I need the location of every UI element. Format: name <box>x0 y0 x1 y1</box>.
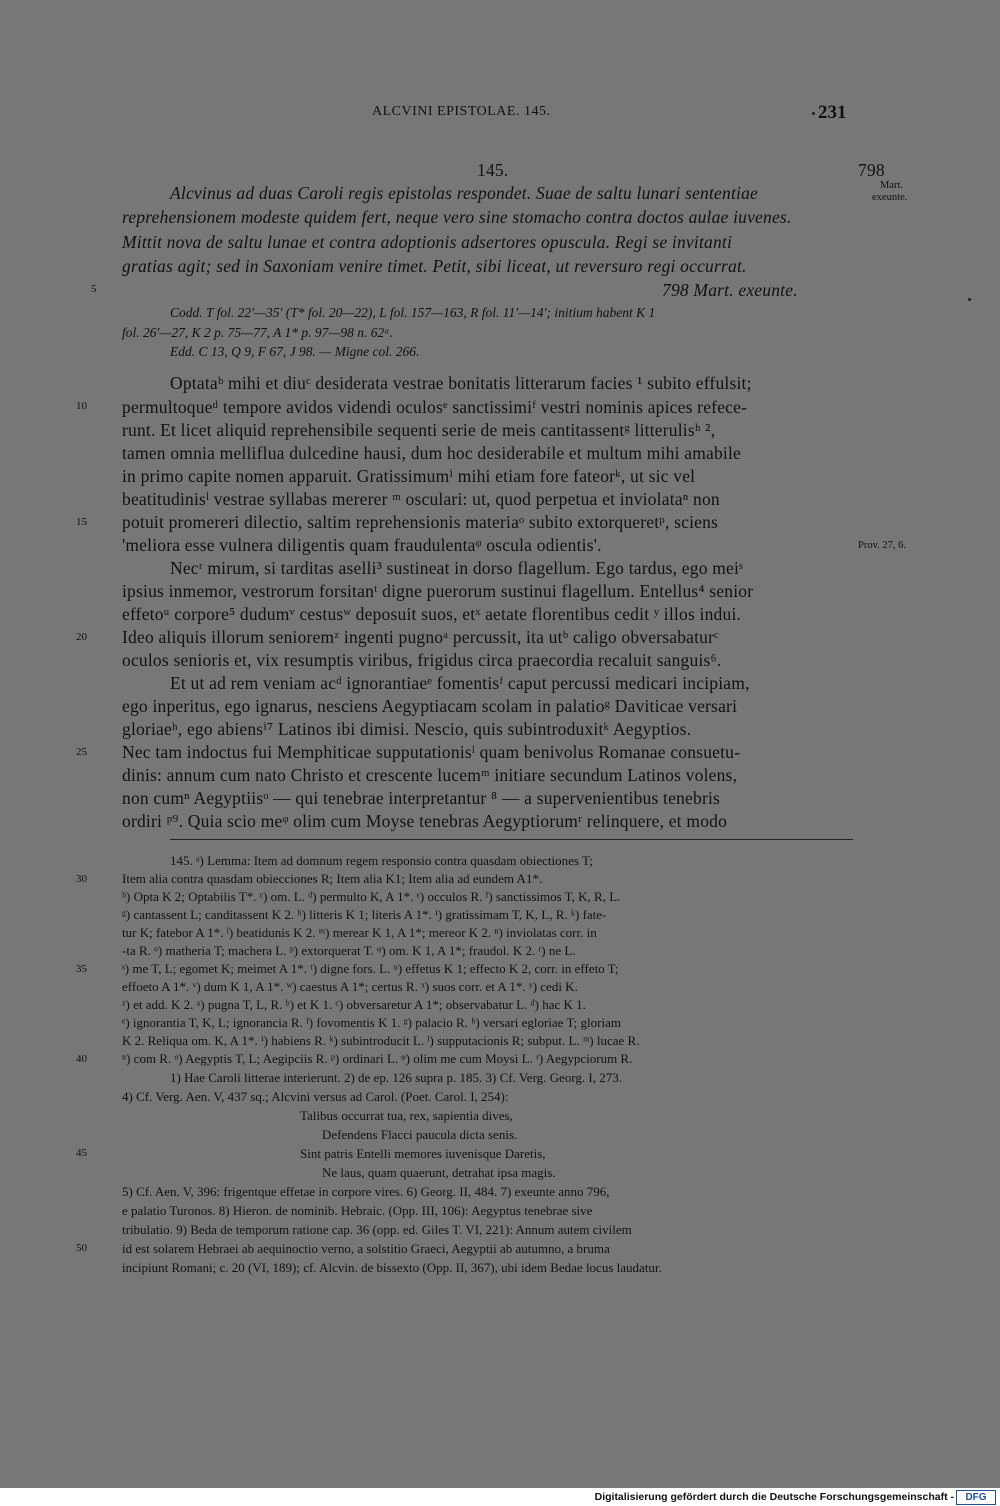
note-line: tribulatio. 9) Beda de temporum ratione cap. 36 (opp. ed. Giles T. VI, 221): Annum autem civilem <box>122 1222 632 1237</box>
apparatus-line: effoeto A 1*. ᵛ) dum K 1, A 1*. ʷ) caestus A 1*; certus R. ˣ) suos corr. et A 1*. ʸ) cedi K. <box>122 979 578 994</box>
apparatus-line: tur K; fatebor A 1*. ˡ) beatidunis K 2. ᵐ) merear K 1, A 1*; mereor K 2. ⁿ) inviolatas corr. in <box>122 925 597 940</box>
body-line: tamen omnia melliflua dulcedine hausi, dum hoc desiderabile et multum mihi amabile <box>122 443 742 463</box>
body-line: permultoqueᵈ tempore avidos videndi oculosᵉ sanctissimiᶠ vestri nominis apices refece- <box>122 397 748 417</box>
apparatus-line: Item alia contra quasdam obiecciones R; Item alia K1; Item alia ad eundem A1*. <box>122 871 543 886</box>
date-line: 798 Mart. exeunte. <box>662 280 798 300</box>
body-line: ego inperitus, ego ignarus, nesciens Aegyptiacam scolam in palatioᵍ Daviticae versari <box>122 696 738 716</box>
body-line: beatitudinisˡ vestrae syllabas mererer ᵐ osculari: ut, quod perpetua et inviolataⁿ non <box>122 489 720 509</box>
body-line: potuit promereri dilectio, saltim reprehensionis materiaᵒ subito extorqueretᵖ, sciens <box>122 512 719 532</box>
line-number: 45 <box>76 1147 87 1159</box>
line-number: 35 <box>76 963 87 975</box>
body-line: Nec tam indoctus fui Memphiticae supputationisˡ quam benivolus Romanae consuetu- <box>122 742 741 762</box>
margin-note: Prov. 27, 6. <box>858 540 907 551</box>
body-line: oculos senioris et, vix resumptis viribus, frigidus circa praecordia recaluit sanguis⁶. <box>122 650 722 670</box>
sources-line: fol. 26'—27, K 2 p. 75—77, A 1* p. 97—98 n. 62ᵃ. <box>122 325 394 340</box>
letter-year: 798 <box>858 160 885 180</box>
line-number: 5 <box>91 283 97 295</box>
note-line: 1) Hae Caroli litterae interierunt. 2) de ep. 126 supra p. 185. 3) Cf. Verg. Georg. I, 273. <box>170 1070 622 1085</box>
line-number: 15 <box>76 516 87 528</box>
running-title: ALCVINI EPISTOLAE. 145. <box>372 104 551 119</box>
note-line: 5) Cf. Aen. V, 396: frigentque effetae in corpore vires. 6) Georg. II, 484. 7) exeunte anno 796, <box>122 1184 610 1199</box>
line-number: 20 <box>76 631 87 643</box>
letter-number: 145. <box>477 160 509 180</box>
body-line: in primo capite nomen apparuit. Gratissimumⁱ mihi etiam fore fateorᵏ, ut sic vel <box>122 466 696 486</box>
apparatus-line: -ta R. ᵒ) matheria T; machera L. ᵖ) extorquerat T. ᵠ) om. K 1, A 1*; fraudol. K 2. ʳ) ne L. <box>122 943 576 958</box>
apparatus-line: 145. ᵃ) Lemma: Item ad domnum regem responsio contra quasdam obiectiones T; <box>170 853 593 868</box>
verse-line: Sint patris Entelli memores iuvenisque Daretis, <box>300 1146 546 1161</box>
body-line: Optataᵇ mihi et diuᶜ desiderata vestrae bonitatis litterarum facies ¹ subito effulsit; <box>170 373 752 393</box>
sources-line: Codd. T fol. 22'—35' (T* fol. 20—22), L fol. 157—163, R fol. 11'—14'; initium habent K 1 <box>170 305 656 320</box>
digitization-footer <box>0 1488 1000 1506</box>
apparatus-line: K 2. Reliqua om. K, A 1*. ⁱ) habiens R. ᵏ) subintroducit L. ˡ) supputacionis R; subput. L. ᵐ) lucae R. <box>122 1033 640 1048</box>
apparatus-line: ⁿ) com R. ᵒ) Aegyptis T, L; Aegipciis R. ᵖ) ordinari L. ᵠ) olim me cum Moysi L. ʳ) Aegypciorum R. <box>122 1051 633 1066</box>
dfg-logo: DFG <box>956 1490 996 1505</box>
body-line: Ideo aliquis illorum senioremᶻ ingenti pugnoᵃ percussit, ita utᵇ caligo obversabaturᶜ <box>122 627 719 647</box>
body-line: ipsius inmemor, vestrorum forsitanᵗ digne puerorum sustinui flagellum. Entellus⁴ senior <box>122 581 754 601</box>
sources-line: Edd. C 13, Q 9, F 67, J 98. — Migne col. 266. <box>170 344 420 359</box>
body-line: runt. Et licet aliquid reprehensibile sequenti serie de meis cantitassentᵍ litterulisʰ ², <box>122 420 716 440</box>
apparatus-line: ᵉ) ignorantia T, K, L; ignorancia R. ᶠ) fovomentis K 1. ᵍ) palacio R. ʰ) versari egloriae T; gloriam <box>122 1015 621 1030</box>
margin-date-1: Mart. <box>880 180 904 191</box>
note-line: incipiunt Romani; c. 20 (VI, 189); cf. Alcvin. de bissexto (Opp. II, 367), ubi idem Bedae locus laudatur. <box>122 1260 662 1275</box>
footnote-separator <box>170 839 853 840</box>
scan-speck <box>812 112 815 115</box>
apparatus-line: ᵍ) cantassent L; canditassent K 2. ʰ) litteris K 1; literis A 1*. ⁱ) gratissimam T, K, L, R. ᵏ) fate- <box>122 907 607 922</box>
body-line: Necʳ mirum, si tarditas aselli³ sustineat in dorso flagellum. Ego tardus, ego meiˢ <box>170 558 744 578</box>
body-line: 'meliora esse vulnera diligentis quam fraudulentaᵠ oscula odientis'. <box>122 535 602 555</box>
summary-line: reprehensionem modeste quidem fert, neque vero sine stomacho contra doctos aulae iuvenes. <box>122 207 792 227</box>
summary-line: Mittit nova de saltu lunae et contra adoptionis adsertores opuscula. Regi se invitanti <box>122 232 733 252</box>
summary-line: gratias agit; sed in Saxoniam venire timet. Petit, sibi liceat, ut reversuro regi occurrat. <box>122 256 747 276</box>
margin-date-2: exeunte. <box>872 192 908 203</box>
line-number: 25 <box>76 746 87 758</box>
line-number: 30 <box>76 873 87 885</box>
note-line: e palatio Turonos. 8) Hieron. de nominib. Hebraic. (Opp. III, 106): Aegyptus tenebrae sive <box>122 1203 593 1218</box>
body-line: dinis: annum cum nato Christo et crescente lucemᵐ initiare secundum Latinos volens, <box>122 765 738 785</box>
apparatus-line: ˢ) me T, L; egomet K; meimet A 1*. ᵗ) digne fors. L. ᵘ) effetus K 1; effecto K 2, corr. in effeto T; <box>122 961 619 976</box>
funding-credit: Digitalisierung gefördert durch die Deutsche Forschungsgemeinschaft - <box>594 1491 954 1503</box>
line-number: 50 <box>76 1242 87 1254</box>
verse-line: Talibus occurrat tua, rex, sapientia dives, <box>300 1108 513 1123</box>
body-line: non cumⁿ Aegyptiisᵒ — qui tenebrae interpretantur ⁸ — a supervenientibus tenebris <box>122 788 721 808</box>
apparatus-line: ᶻ) et add. K 2. ᵃ) pugna T, L, R. ᵇ) et K 1. ᶜ) obversaretur A 1*; observabatur L. ᵈ) hac K 1. <box>122 997 586 1012</box>
body-line: ordiri ᵖ⁹. Quia scio meᵠ olim cum Moyse tenebras Aegyptiorumʳ relinquere, et modo <box>122 811 728 831</box>
apparatus-line: ᵇ) Opta K 2; Optabilis T*. ᶜ) om. L. ᵈ) permulto K, A 1*. ᵉ) occulos R. ᶠ) sanctissimos T, K, R, L. <box>122 889 621 904</box>
page-number: 231 <box>818 102 847 123</box>
scan-speck <box>968 298 971 301</box>
note-line: 4) Cf. Verg. Aen. V, 437 sq.; Alcvini versus ad Carol. (Poet. Carol. I, 254): <box>122 1089 509 1104</box>
verse-line: Ne laus, quam quaerunt, detrahat ipsa magis. <box>322 1165 556 1180</box>
body-line: gloriaeʰ, ego abiensⁱ⁷ Latinos ibi dimisi. Nescio, quis subintroduxitᵏ Aegyptios. <box>122 719 692 739</box>
verse-line: Defendens Flacci paucula dicta senis. <box>322 1127 518 1142</box>
line-number: 40 <box>76 1053 87 1065</box>
summary-line: Alcvinus ad duas Caroli regis epistolas respondet. Suae de saltu lunari sententiae <box>170 183 759 203</box>
body-line: effetoᵘ corpore⁵ dudumᵛ cestusʷ deposuit suos, etˣ aetate florentibus cedit ʸ illos indui. <box>122 604 742 624</box>
note-line: id est solarem Hebraei ab aequinoctio verno, a solstitio Graeci, Aegyptii ab autumno, a bruma <box>122 1241 610 1256</box>
line-number: 10 <box>76 400 87 412</box>
body-line: Et ut ad rem veniam acᵈ ignorantiaeᵉ fomentisᶠ caput percussi medicari incipiam, <box>170 673 750 693</box>
